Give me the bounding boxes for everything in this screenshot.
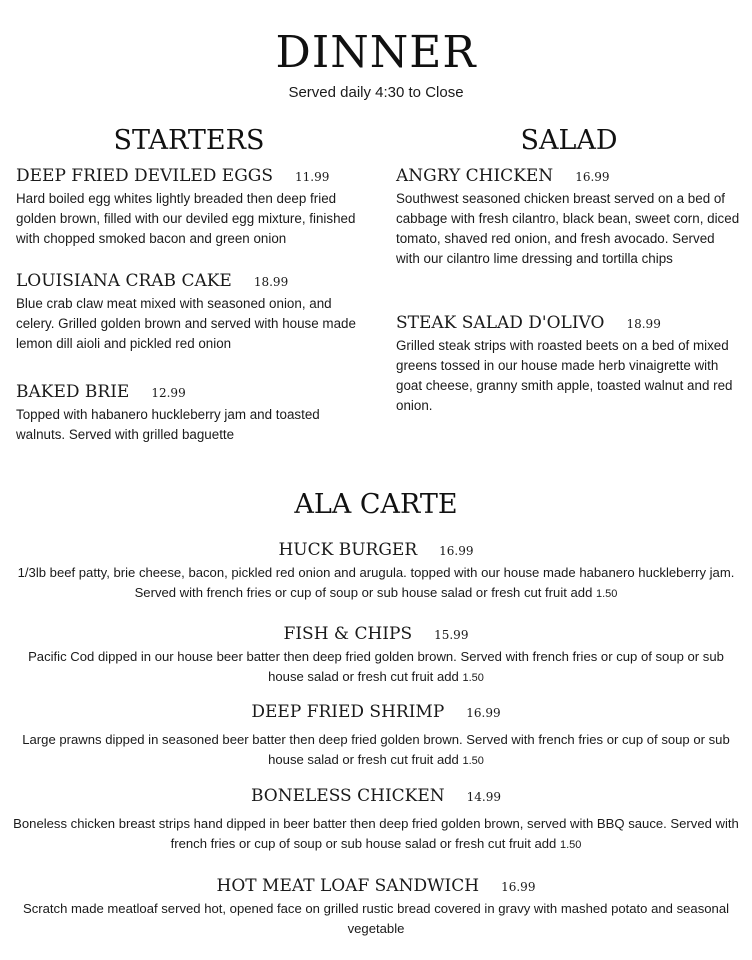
salad-item bbox=[396, 166, 742, 269]
item-name: DEEP FRIED SHRIMP bbox=[251, 702, 445, 722]
item-description: Blue crab claw meat mixed with seasoned onion, and celery. Grilled golden brown and served with house made lemon dill aioli and pickled red onion bbox=[16, 296, 356, 351]
item-name: HOT MEAT LOAF SANDWICH bbox=[216, 876, 480, 896]
addon-price: 1.50 bbox=[559, 839, 582, 851]
item-description: Large prawns dipped in seasoned beer batter then deep fried golden brown. Served with french fries or cup of soup or sub house salad or fresh cut fruit add bbox=[22, 732, 730, 767]
item-price: 15.99 bbox=[434, 628, 469, 642]
salad-item bbox=[396, 313, 742, 416]
addon-price: 1.50 bbox=[462, 672, 484, 684]
item-price: 16.99 bbox=[466, 706, 501, 720]
item-description: Pacific Cod dipped in our house beer batter then deep fried golden brown. Served with french fries or cup of soup or sub house salad or fresh cut fruit add bbox=[28, 649, 724, 684]
item-name: STEAK SALAD D'OLIVO bbox=[396, 313, 605, 333]
addon-price: 1.50 bbox=[596, 588, 618, 600]
item-description: Grilled steak strips with roasted beets on a bed of mixed greens tossed in our house made herb vinaigrette with goat cheese, granny smith apple, toasted walnut and red onion. bbox=[396, 338, 733, 413]
item-price: 14.99 bbox=[466, 790, 502, 804]
starters-heading: STARTERS bbox=[113, 125, 265, 156]
starter-item bbox=[16, 271, 362, 354]
alacarte-item bbox=[12, 702, 740, 771]
salad-heading: SALAD bbox=[520, 125, 618, 156]
alacarte-item bbox=[12, 540, 740, 604]
item-description: 1/3lb beef patty, brie cheese, bacon, pickled red onion and arugula. topped with our house made habanero huckleberry jam. Served with french fries or cup of soup or sub house salad or fresh cut fruit add bbox=[17, 565, 735, 600]
item-description: Hard boiled egg whites lightly breaded then deep fried golden brown, filled with our deviled egg mixture, finished with chopped smoked bacon and green onion bbox=[16, 191, 356, 246]
item-price: 16.99 bbox=[439, 544, 474, 558]
alacarte-item bbox=[12, 876, 740, 939]
item-price: 16.99 bbox=[501, 880, 536, 894]
alacarte-item bbox=[12, 624, 740, 688]
page-title: DINNER bbox=[275, 27, 477, 78]
item-name: ANGRY CHICKEN bbox=[396, 166, 554, 186]
item-name: DEEP FRIED DEVILED EGGS bbox=[16, 166, 274, 186]
page-subtitle: Served daily 4:30 to Close bbox=[288, 84, 464, 101]
item-name: FISH & CHIPS bbox=[283, 624, 413, 644]
item-description: Scratch made meatloaf served hot, opened face on grilled rustic bread covered in gravy with mashed potato and seasonal vegetable bbox=[22, 901, 730, 936]
item-name: LOUISIANA CRAB CAKE bbox=[16, 271, 232, 291]
alacarte-heading: ALA CARTE bbox=[294, 489, 458, 520]
starter-item bbox=[16, 382, 362, 445]
item-price: 16.99 bbox=[575, 170, 610, 184]
item-description: Southwest seasoned chicken breast served on a bed of cabbage with fresh cilantro, black bean, sweet corn, diced tomato, shaved red onion, and fresh avocado. Served with our cilantro lime dressing and tortilla chips bbox=[396, 191, 740, 266]
starter-item bbox=[16, 166, 362, 249]
alacarte-item bbox=[12, 786, 740, 855]
item-name: BONELESS CHICKEN bbox=[250, 786, 445, 806]
addon-price: 1.50 bbox=[462, 755, 484, 767]
item-name: HUCK BURGER bbox=[278, 540, 418, 560]
item-description: Topped with habanero huckleberry jam and toasted walnuts. Served with grilled baguette bbox=[16, 407, 320, 442]
item-name: BAKED BRIE bbox=[16, 382, 130, 402]
item-description: Boneless chicken breast strips hand dipped in beer batter then deep fried golden brown, served with BBQ sauce. Served with french fries or cup of soup or sub house salad or fresh cut fruit add bbox=[13, 816, 739, 851]
item-price: 11.99 bbox=[295, 170, 330, 184]
item-price: 18.99 bbox=[253, 275, 289, 289]
item-price: 18.99 bbox=[626, 317, 661, 331]
item-price: 12.99 bbox=[151, 386, 186, 400]
